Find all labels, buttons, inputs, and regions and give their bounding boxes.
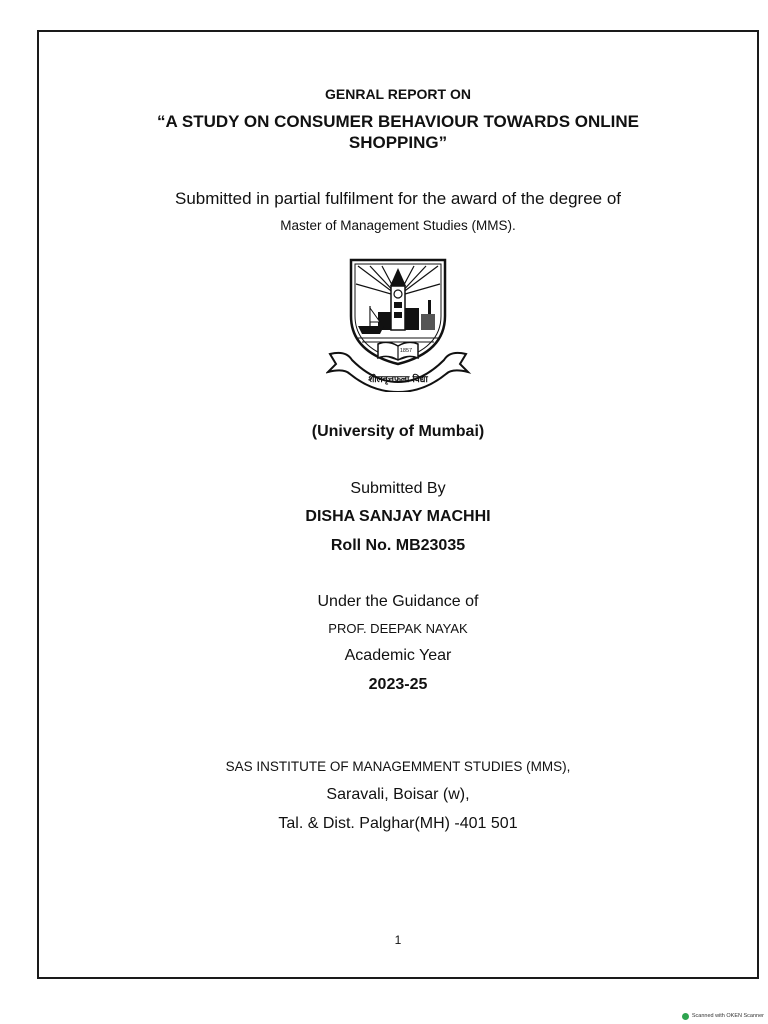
address-line-1: Saravali, Boisar (w), (326, 786, 470, 803)
university-name: (University of Mumbai) (311, 423, 485, 440)
page-border (37, 30, 759, 979)
scanner-logo-icon (682, 1013, 689, 1020)
institute-name: SAS INSTITUTE OF MANAGEMMENT STUDIES (MMS), (225, 759, 571, 774)
emblem-motto: शीलवृत्तफला विद्या (368, 375, 428, 385)
report-title-line-1: “A STUDY ON CONSUMER BEHAVIOUR TOWARDS ONLINE (156, 112, 639, 131)
page-number: 1 (394, 933, 402, 947)
university-of-mumbai-crest-icon (326, 256, 472, 392)
address-line-2: Tal. & Dist. Palghar(MH) -401 501 (278, 815, 518, 832)
report-label: GENRAL REPORT ON (325, 86, 471, 102)
report-title-line-2: SHOPPING” (348, 133, 448, 152)
degree-name: Master of Management Studies (MMS). (280, 218, 516, 233)
academic-year: 2023-25 (368, 676, 428, 693)
emblem-year: 1857 (399, 348, 413, 354)
roll-number: Roll No. MB23035 (330, 537, 466, 554)
submitted-by-label: Submitted By (350, 480, 446, 497)
submitted-for-text: Submitted in partial fulfilment for the award of the degree of (174, 189, 622, 208)
scanner-watermark-text: Scanned with OKEN Scanner (691, 1013, 764, 1019)
academic-year-label: Academic Year (344, 647, 452, 664)
guide-name: PROF. DEEPAK NAYAK (328, 621, 468, 636)
student-name: DISHA SANJAY MACHHI (305, 508, 491, 525)
guidance-label: Under the Guidance of (317, 593, 479, 610)
scanner-watermark (682, 1010, 764, 1022)
